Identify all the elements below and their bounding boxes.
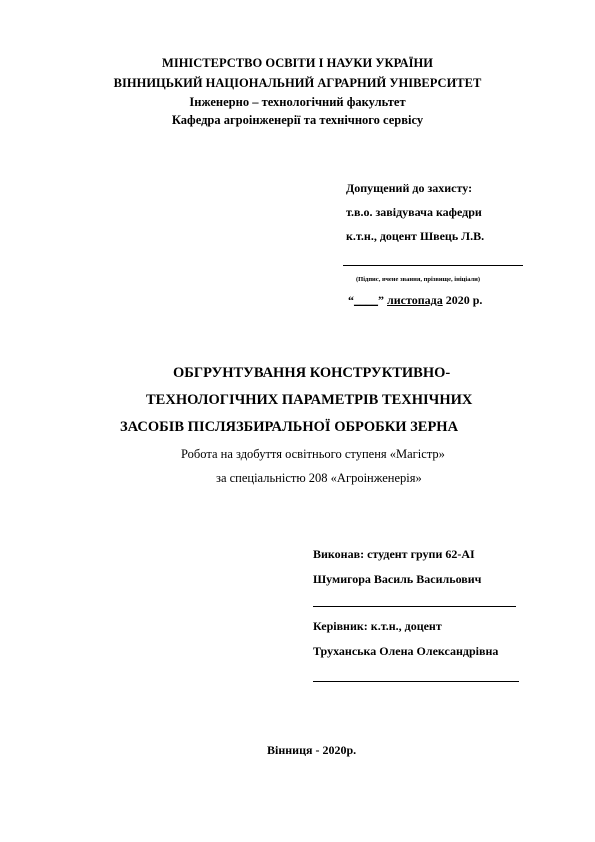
thesis-title-line2: ТЕХНОЛОГІЧНИХ ПАРАМЕТРІВ ТЕХНІЧНИХ: [146, 392, 473, 408]
performer-name: Шумигора Василь Васильович: [313, 572, 482, 586]
thesis-title-line1: ОБГРУНТУВАННЯ КОНСТРУКТИВНО-: [173, 365, 451, 381]
performer-label: Виконав: студент групи 62-АІ: [313, 547, 475, 561]
date-close-quote: ”: [378, 293, 384, 307]
specialty-line: за спеціальністю 208 «Агроінженерія»: [216, 471, 422, 485]
admitted-label: Допущений до захисту:: [346, 181, 473, 195]
university-title: ВІННИЦЬКИЙ НАЦІОНАЛЬНИЙ АГРАРНИЙ УНІВЕРСИТЕТ: [113, 76, 482, 90]
supervisor-name: Труханська Олена Олександрівна: [313, 644, 499, 658]
department-title: Кафедра агроінженерії та технічного сервісу: [171, 113, 424, 127]
date-year: 2020 р.: [445, 293, 483, 307]
degree-line: Робота на здобуття освітнього ступеня «Магістр»: [181, 447, 445, 461]
ministry-title: МІНІСТЕРСТВО ОСВІТИ І НАУКИ УКРАЇНИ: [162, 56, 433, 70]
approval-date: [348, 293, 482, 308]
acting-head-label: т.в.о. завідувача кафедри: [346, 205, 482, 219]
thesis-title-line3: ЗАСОБІВ ПІСЛЯЗБИРАЛЬНОЇ ОБРОБКИ ЗЕРНА: [120, 419, 459, 435]
date-month: листопада: [387, 293, 443, 307]
faculty-title: Інженерно – технологічний факультет: [189, 95, 406, 109]
date-open-quote: “: [348, 293, 354, 307]
supervisor-signature-line: [313, 681, 519, 682]
signature-line: [343, 265, 523, 266]
signature-hint: (Підпис, вчене звання, прізвище, ініціали): [356, 276, 481, 283]
city-year: Вінниця - 2020р.: [267, 743, 357, 757]
head-name: к.т.н., доцент Швець Л.В.: [346, 229, 485, 243]
date-day-blank: ____: [354, 293, 378, 307]
performer-signature-line: [313, 606, 516, 607]
supervisor-label: Керівник: к.т.н., доцент: [313, 619, 442, 633]
